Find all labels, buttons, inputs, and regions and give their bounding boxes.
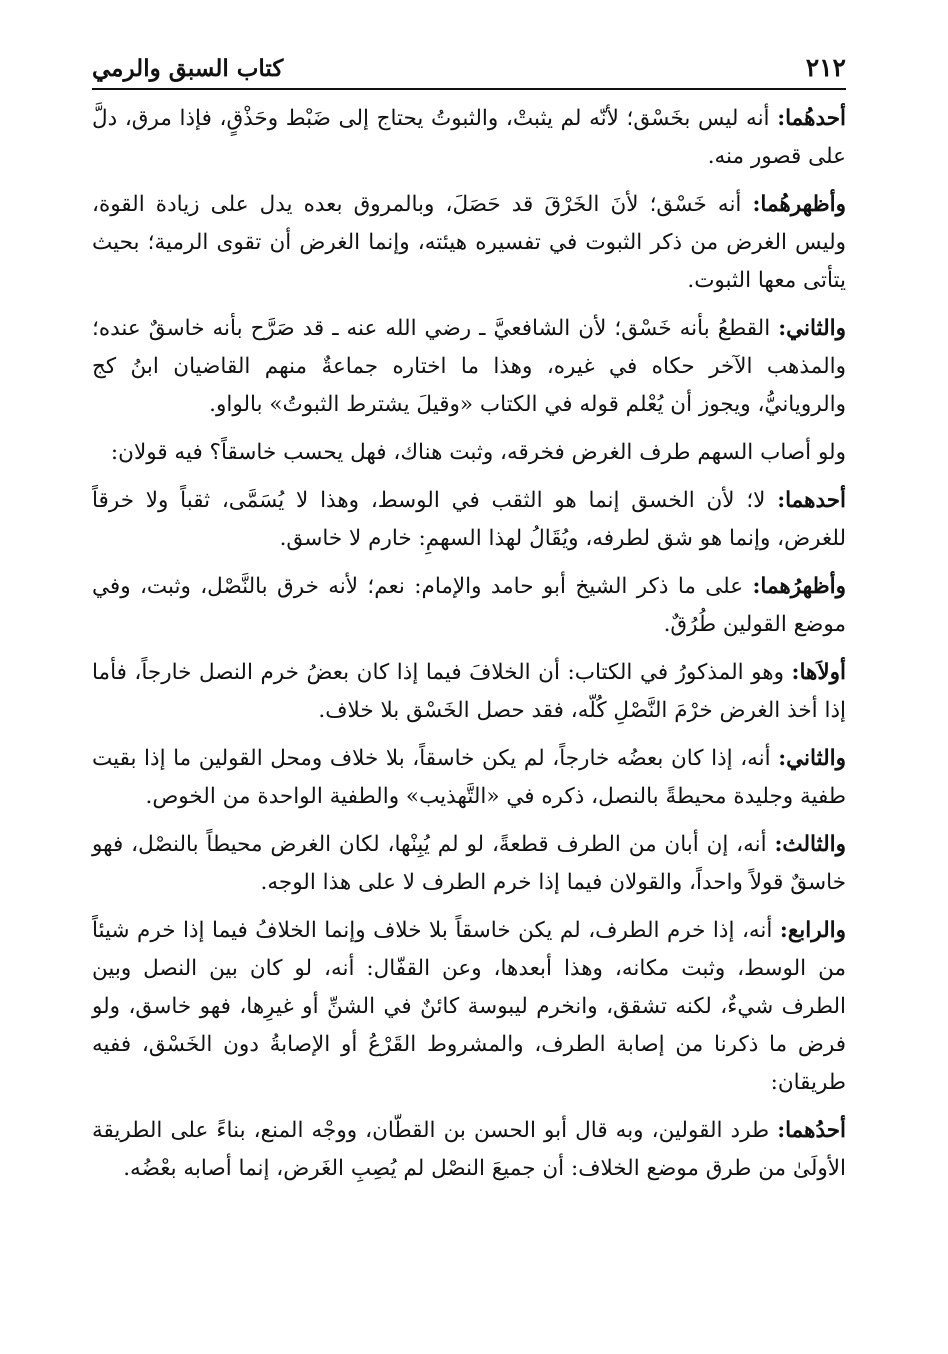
paragraph-text: ولو أصاب السهم طرف الغرض فخرقه، وثبت هناك، فهل يحسب خاسقاً؟ فيه قولان: [110,440,846,465]
paragraph-text: وهو المذكورُ في الكتاب: أن الخلافَ فيما إذا كان بعضُ خرم النصل خارجاً، فأما إذا أخذ الغرض خرْمَ النَّصْلِ كُلّه، فقد حصل الخَسْق بلا خلاف. [92,660,846,723]
paragraph-lead: والرابع: [779,918,846,943]
body-text [92,100,846,1198]
paragraph [92,912,846,1102]
running-title: كتاب السبق والرمي [92,55,284,82]
paragraph-text: على ما ذكر الشيخ أبو حامد والإمام: نعم؛ لأنه خرق بالنَّصْل، وثبت، وفي موضع القولين طُرُقٌ. [92,574,846,637]
paragraph-text: أنه، إذا كان بعضُه خارجاً، لم يكن خاسقاً، بلا خلاف ومحل القولين ما إذا بقيت طفية وجليدة محيطةً بالنصل، ذكره في «التَّهذيب» والطفية الواحدة من الخوص. [92,746,846,809]
paragraph [92,310,846,424]
paragraph-lead: والثالث: [774,832,846,857]
paragraph-text: لا؛ لأن الخسق إنما هو الثقب في الوسط، وهذا لا يُسَمَّى، ثقباً ولا خرقاً للغرض، وإنما هو شق لطرفه، ويُقَالُ لهذا السهمِ: خارم لا خاسق. [92,488,846,551]
paragraph-lead: أولاَها: [791,660,846,685]
paragraph-text: أنه ليس بخَسْق؛ لأنّه لم يثبتْ، والثبوتُ يحتاج إلى ضَبْط وحَذْقٍ، فإذا مرق، دلَّ على قصور منه. [92,106,846,169]
paragraph [92,826,846,902]
paragraph-text: أنه خَسْق؛ لأنَ الخَرْقَ قد حَصَلَ، وبالمروق بعده يدل على زيادة القوة، وليس الغرض من ذكر الثبوت في تفسيره هيئته، وإنما الغرض أن تقوى الرمية؛ بحيث يتأتى معها الثبوت. [92,192,846,293]
paragraph-lead: وأظهرهُما: [752,192,846,217]
paragraph-lead: والثاني: [778,316,846,341]
paragraph [92,100,846,176]
paragraph-text: القطعُ بأنه خَسْق؛ لأن الشافعيَّ ـ رضي الله عنه ـ قد صَرَّح بأنه خاسقٌ عنده؛ والمذهب الآخر حكاه في غيره، وهذا ما اختاره جماعةٌ منهم القاضيان ابنُ كج والرويانيُّ، ويجوز أن يُعْلم قوله في الكتاب «وقيلَ يشترط الثبوتُ» بالواو. [92,316,846,417]
paragraph-lead: والثاني: [778,746,846,771]
paragraph [92,568,846,644]
page-header [92,42,846,90]
paragraph-text: أنه، إن أبان من الطرف قطعةً، لو لم يُبِنْها، لكان الغرض محيطاً بالنصْل، فهو خاسقٌ قولاً واحداً، والقولان فيما إذا خرم الطرف لا على هذا الوجه. [92,832,846,895]
paragraph-text: أنه، إذا خرم الطرف، لم يكن خاسقاً بلا خلاف وإنما الخلافُ فيما إذا خرم شيئاً من الوسط، وثبت مكانه، وهذا أبعدها، وعن القفّال: أنه، لو كان بين النصل وبين الطرف شيءٌ، لكنه تشقق، وانخرم ليبوسة كائنٌ في الشنِّ أو غيرِها، فهو خاسق، ولو فرض ما ذكرنا من إصابة الطرف، والمشروط القَرْعُ أو الإصابةُ دون الخَسْق، ففيه طريقان: [92,918,846,1095]
paragraph [92,482,846,558]
paragraph-lead: أحدهُما: [777,106,846,131]
paragraph [92,434,846,472]
paragraph-lead: أحدهما: [777,488,846,513]
paragraph [92,654,846,730]
paragraph-lead: وأظهرُهما: [752,574,846,599]
paragraph [92,1112,846,1188]
page-number: ٢١٢ [805,53,846,82]
paragraph [92,186,846,300]
paragraph [92,740,846,816]
paragraph-text: طرد القولين، وبه قال أبو الحسن بن القطّان، ووجْه المنع، بناءً على الطريقة الأولَىٰ من طرق موضع الخلاف: أن جميعَ النصْل لم يُصِبِ الغَرض، إنما أصابه بعْضُه. [92,1118,846,1181]
paragraph-lead: أحدُهما: [777,1118,846,1143]
